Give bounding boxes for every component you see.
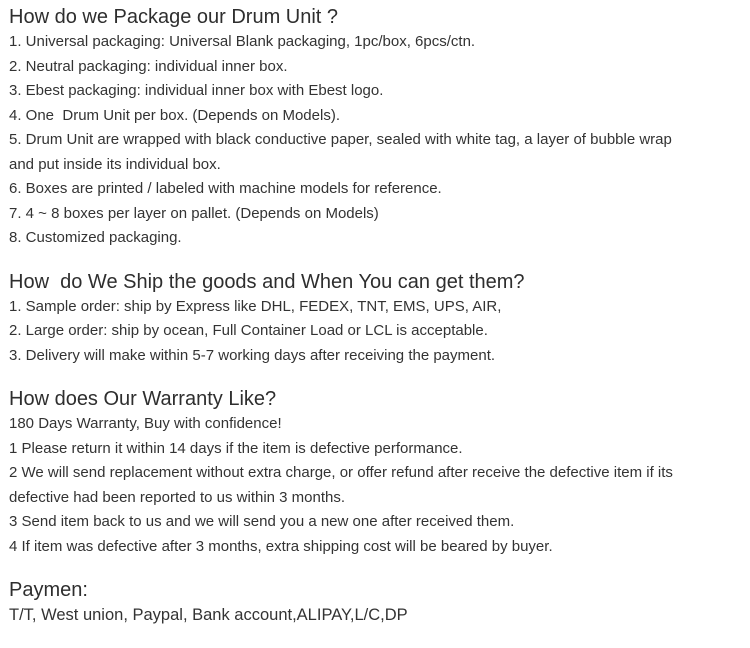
packaging-line-5: 5. Drum Unit are wrapped with black conductive paper, sealed with white tag, a layer of bubble wrap bbox=[9, 131, 672, 148]
shipping-line-1: 1. Sample order: ship by Express like DHL, FEDEX, TNT, EMS, UPS, AIR, bbox=[9, 297, 502, 315]
payment-methods-line: T/T, West union, Paypal, Bank account,ALIPAY,L/C,DP bbox=[9, 606, 408, 624]
shipping-line-2: 2. Large order: ship by ocean, Full Container Load or LCL is acceptable. bbox=[9, 322, 488, 339]
warranty-line-2: 2 We will send replacement without extra charge, or offer refund after receive the defective item if its bbox=[9, 464, 673, 481]
warranty-section-heading: How does Our Warranty Like? bbox=[9, 388, 277, 410]
warranty-line-4: 4 If item was defective after 3 months, extra shipping cost will be beared by buyer. bbox=[9, 537, 553, 555]
shipping-section-heading: How do We Ship the goods and When You can get them? bbox=[9, 270, 525, 293]
packaging-section-heading: How do we Package our Drum Unit ? bbox=[9, 6, 339, 28]
packaging-line-1: 1. Universal packaging: Universal Blank packaging, 1pc/box, 6pcs/ctn. bbox=[9, 33, 476, 50]
warranty-line-3: 3 Send item back to us and we will send you a new one after received them. bbox=[9, 513, 515, 530]
packaging-line-3: 3. Ebest packaging: individual inner box with Ebest logo. bbox=[9, 82, 384, 99]
packaging-line-8: 8. Customized packaging. bbox=[9, 229, 182, 246]
payment-section bbox=[9, 577, 740, 628]
payment-section-heading: Paymen: bbox=[9, 579, 88, 601]
packaging-line-6: 6. Boxes are printed / labeled with machine models for reference. bbox=[9, 180, 442, 197]
packaging-line-4: 4. One Drum Unit per box. (Depends on Models). bbox=[9, 106, 340, 124]
shipping-line-3: 3. Delivery will make within 5-7 working days after receiving the payment. bbox=[9, 346, 496, 364]
warranty-section bbox=[9, 386, 740, 559]
warranty-line-1: 1 Please return it within 14 days if the item is defective performance. bbox=[9, 439, 463, 457]
packaging-line-7: 7. 4 ~ 8 boxes per layer on pallet. (Depends on Models) bbox=[9, 204, 379, 222]
warranty-intro-line: 180 Days Warranty, Buy with confidence! bbox=[9, 415, 282, 432]
packaging-section bbox=[9, 4, 740, 251]
packaging-line-2: 2. Neutral packaging: individual inner box. bbox=[9, 57, 288, 75]
shipping-section bbox=[9, 269, 740, 369]
packaging-line-5-continued: and put inside its individual box. bbox=[9, 155, 221, 173]
warranty-line-2-continued: defective had been reported to us within 3 months. bbox=[9, 488, 346, 506]
